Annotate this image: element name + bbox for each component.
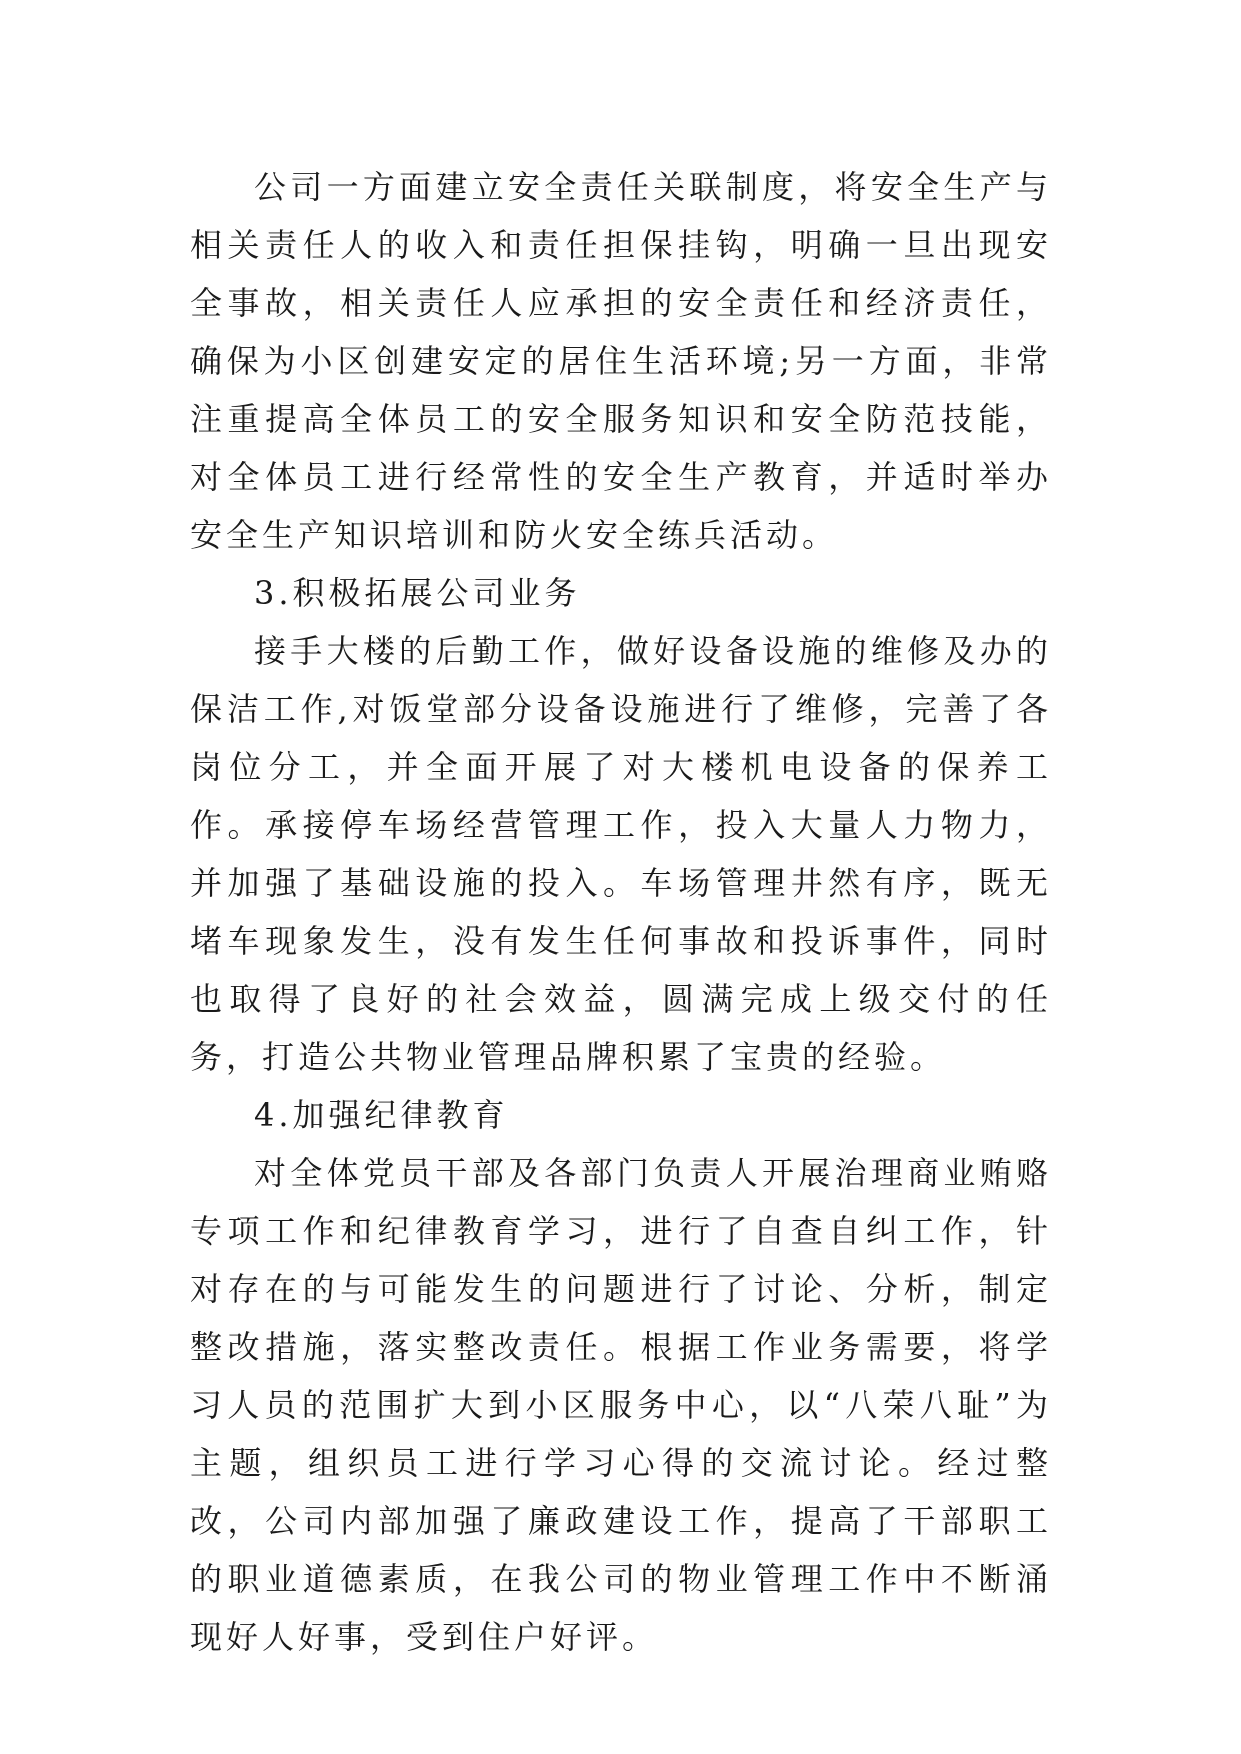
document-body: [190, 158, 1052, 1666]
paragraph-anti-bribery: 对全体党员干部及各部门负责人开展治理商业贿赂专项工作和纪律教育学习，进行了自查自纠工作，针对存在的与可能发生的问题进行了讨论、分析，制定整改措施，落实整改责任。根据工作业务需要，将学习人员的范围扩大到小区服务中心，以“八荣八耻”为主题，组织员工进行学习心得的交流讨论。经过整改，公司内部加强了廉政建设工作，提高了干部职工的职业道德素质，在我公司的物业管理工作中不断涌现好人好事，受到住户好评。: [190, 1154, 1052, 1656]
heading-discipline-education: 4.加强纪律教育: [254, 1096, 509, 1134]
paragraph-safety-responsibility: 公司一方面建立安全责任关联制度，将安全生产与相关责任人的收入和责任担保挂钩，明确一旦出现安全事故，相关责任人应承担的安全责任和经济责任，确保为小区创建安定的居住生活环境;另一方面，非常注重提高全体员工的安全服务知识和安全防范技能，对全体员工进行经常性的安全生产教育，并适时举办安全生产知识培训和防火安全练兵活动。: [190, 168, 1052, 554]
paragraph-building-logistics: 接手大楼的后勤工作，做好设备设施的维修及办的保洁工作,对饭堂部分设备设施进行了维修，完善了各岗位分工，并全面开展了对大楼机电设备的保养工作。承接停车场经营管理工作，投入大量人力物力，并加强了基础设施的投入。车场管理井然有序，既无堵车现象发生，没有发生任何事故和投诉事件，同时也取得了良好的社会效益，圆满完成上级交付的任务，打造公共物业管理品牌积累了宝贵的经验。: [190, 632, 1052, 1076]
heading-expand-business: 3.积极拓展公司业务: [254, 574, 581, 612]
